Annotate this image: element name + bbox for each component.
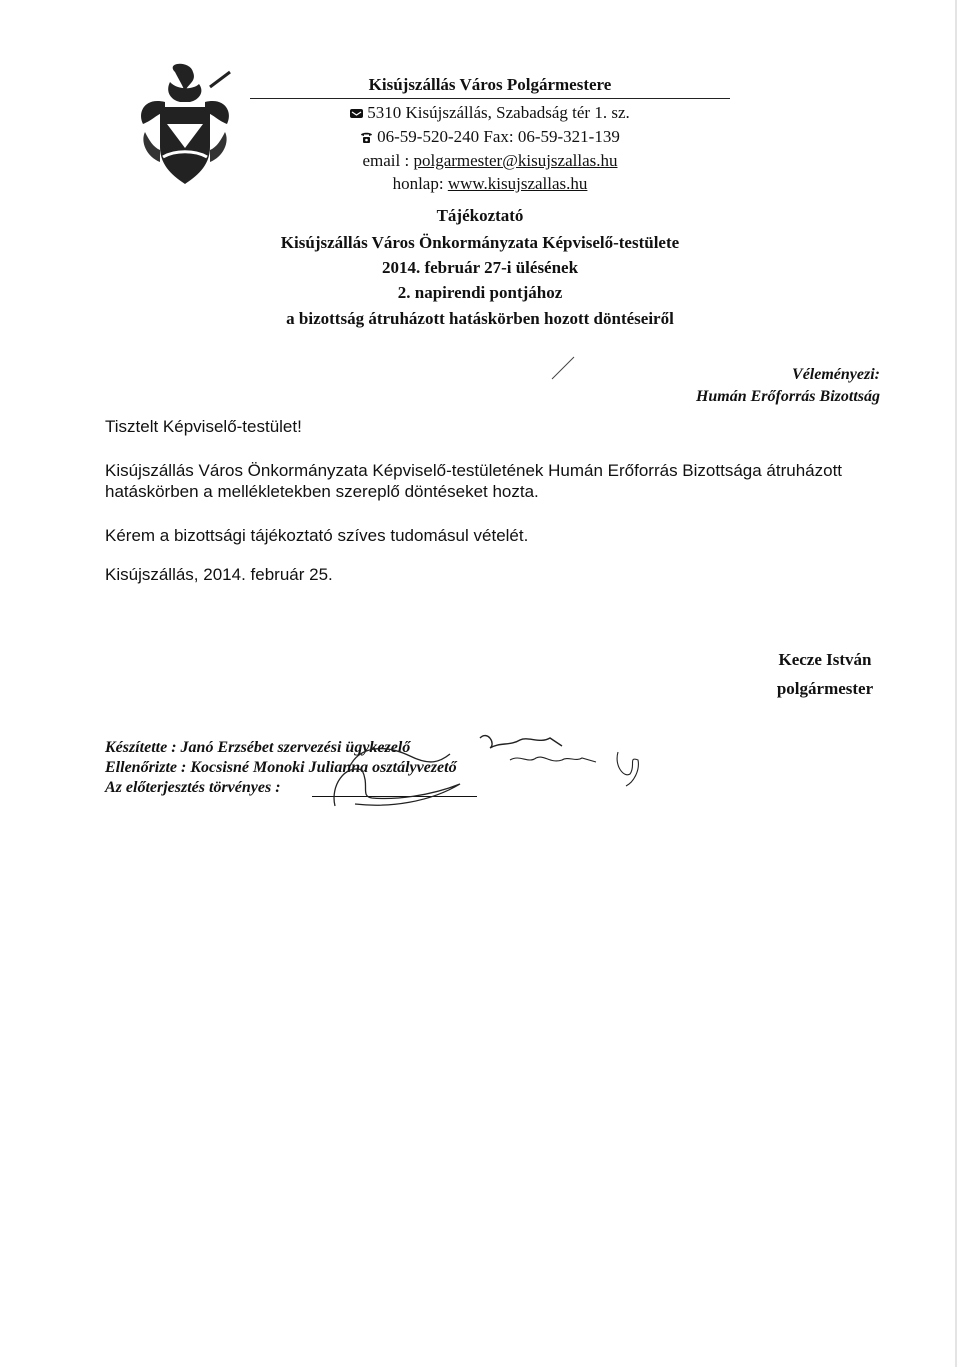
city-crest-logo xyxy=(135,62,235,192)
body-paragraph-2: Kérem a bizottsági tájékoztató szíves tudomásul vételét. xyxy=(105,526,529,545)
email-line xyxy=(250,150,730,172)
title-subject: a bizottság átruházott hatáskörben hozott döntéseiről xyxy=(286,309,674,328)
email-label: email : xyxy=(362,151,414,170)
checked-by: Ellenőrizte : Kocsisné Monoki Julianna osztályvezető xyxy=(105,759,457,776)
email-link[interactable]: polgarmester@kisujszallas.hu xyxy=(413,151,618,170)
scan-edge xyxy=(955,0,957,1367)
web-label: honlap: xyxy=(392,174,448,193)
web-line xyxy=(250,173,730,195)
opinion-committee: Humán Erőforrás Bizottság xyxy=(695,388,880,405)
address-line xyxy=(250,102,730,124)
title-meeting: 2014. február 27-i ülésének xyxy=(381,258,579,277)
pen-mark xyxy=(550,355,576,381)
envelope-icon xyxy=(350,108,363,119)
signer-title: polgármester xyxy=(776,679,874,698)
phone-line xyxy=(250,126,730,148)
address-text: 5310 Kisújszállás, Szabadság tér 1. sz. xyxy=(367,103,630,122)
title-body: Kisújszállás Város Önkormányzata Képviselő-testülete xyxy=(280,233,680,252)
office-name: Kisújszállás Város Polgármestere xyxy=(368,75,612,94)
prepared-by: Készítette : Janó Erzsébet szervezési ügykezelő xyxy=(105,739,411,756)
title-agenda: 2. napirendi pontjához xyxy=(397,283,563,302)
phone-fax-text: 06-59-520-240 Fax: 06-59-321-139 xyxy=(377,127,620,146)
handwritten-signatures xyxy=(300,726,670,816)
document-date: Kisújszállás, 2014. február 25. xyxy=(105,565,333,584)
salutation: Tisztelt Képviselő-testület! xyxy=(105,417,302,436)
document-type: Tájékoztató xyxy=(436,206,524,225)
web-link[interactable]: www.kisujszallas.hu xyxy=(447,174,588,193)
body-paragraph-1: Kisújszállás Város Önkormányzata Képviselő-testületének Humán Erőforrás Bizottsága átruházott hatáskörben a mellékletekben szereplő döntéseket hozta. xyxy=(105,461,843,501)
telephone-icon xyxy=(360,132,373,143)
signer-name: Kecze István xyxy=(778,650,872,669)
header-divider xyxy=(250,98,730,99)
lawfulness-statement: Az előterjesztés törvényes : xyxy=(105,779,281,796)
opinion-label: Véleményezi: xyxy=(792,366,880,383)
